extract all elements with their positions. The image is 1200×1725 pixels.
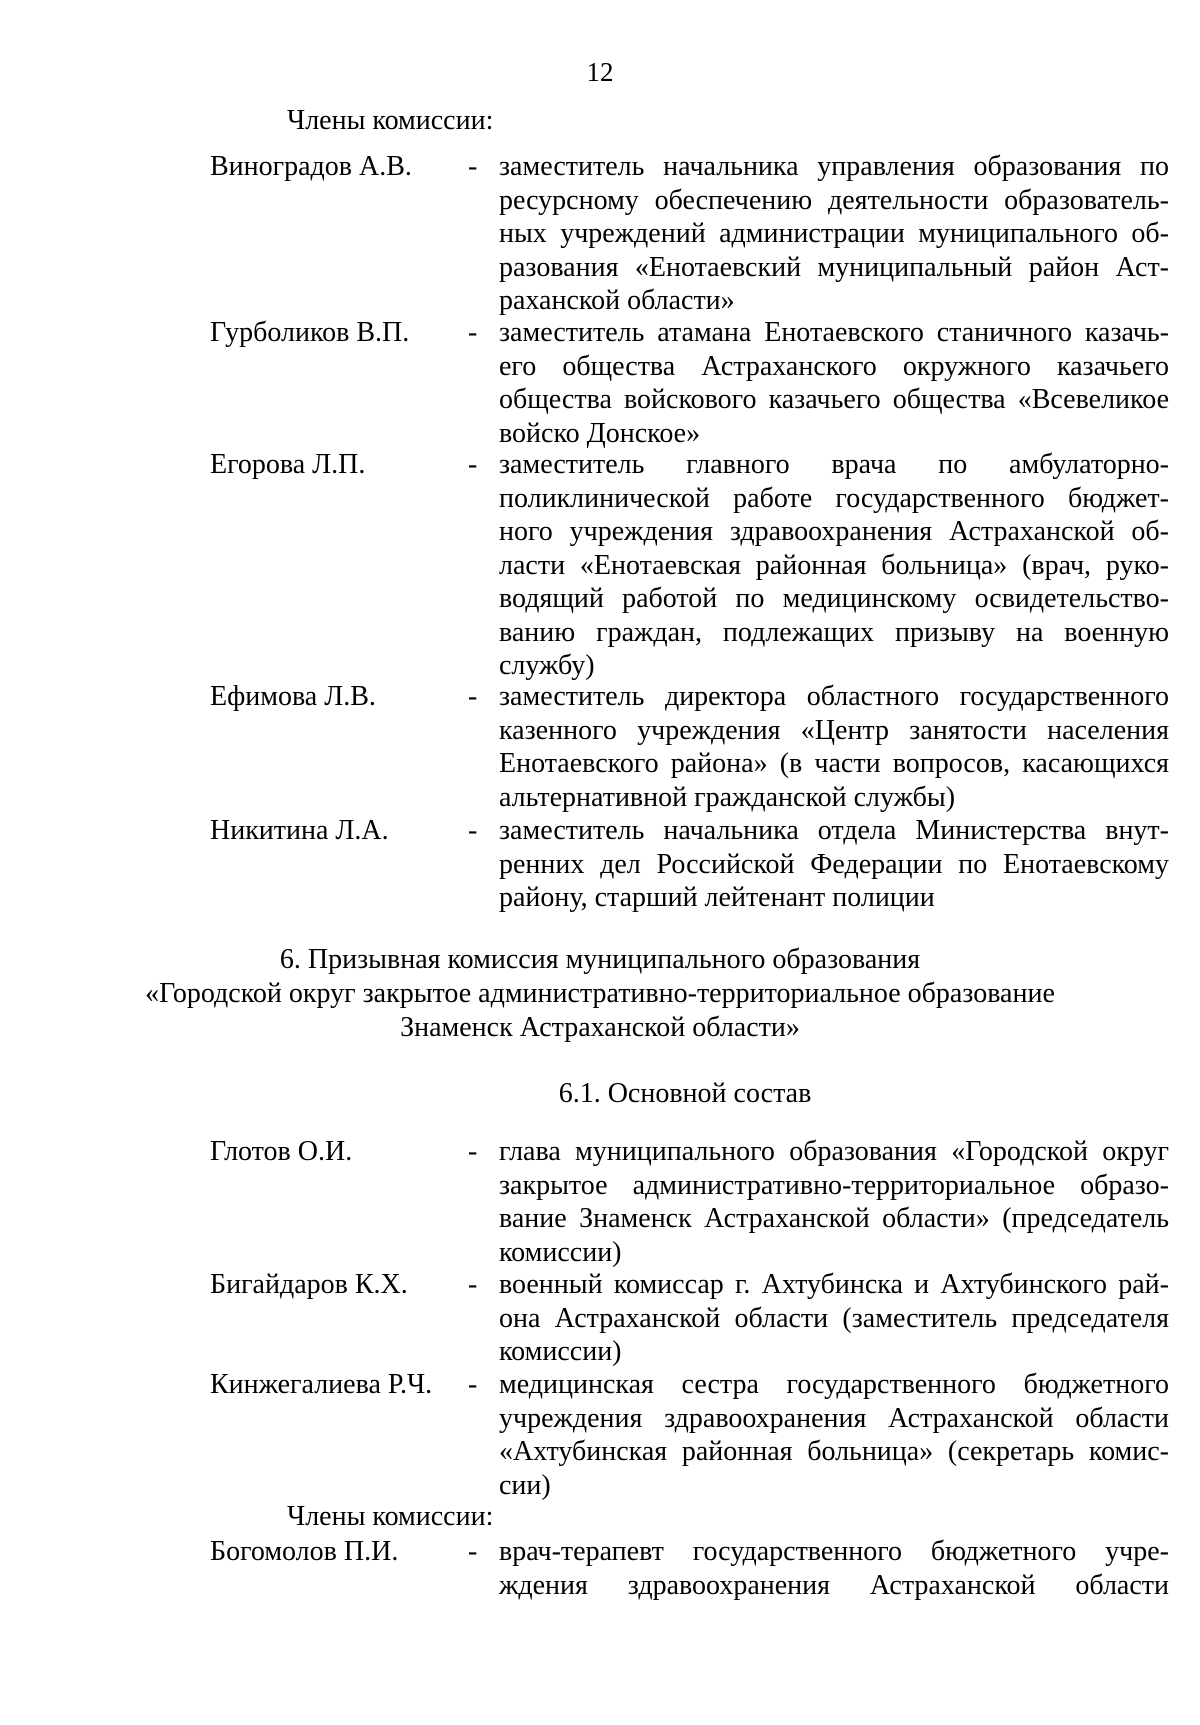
description-line: ренних дел Российской Федерации по Енотаевскому xyxy=(499,848,1169,880)
entry-dash: - xyxy=(468,815,478,846)
member-name: Кинжегалиева Р.Ч. xyxy=(210,1369,433,1400)
member-name: Богомолов П.И. xyxy=(210,1536,399,1567)
member-name: Гурболиков В.П. xyxy=(210,317,410,348)
description-line: общества войскового казачьего общества «Всевеликое xyxy=(499,384,1169,415)
section-title-line: Знаменск Астраханской области» xyxy=(400,1012,800,1043)
member-description xyxy=(499,680,1169,814)
description-line: ждения здравоохранения Астраханской области xyxy=(499,1569,1169,1601)
member-name: Егорова Л.П. xyxy=(210,449,366,480)
member-name: Никитина Л.А. xyxy=(210,815,389,846)
member-description xyxy=(499,448,1169,683)
description-line: заместитель директора областного государственного xyxy=(499,681,1169,712)
members-heading: Члены комиссии: xyxy=(287,105,494,136)
section-title-line: «Городской округ закрытое административно-территориальное образование xyxy=(145,978,1055,1009)
description-line: врач-терапевт государственного бюджетного учре- xyxy=(499,1536,1169,1567)
description-line: закрытое административно-территориальное образо- xyxy=(499,1169,1169,1201)
member-name: Глотов О.И. xyxy=(210,1136,353,1167)
description-line: глава муниципального образования «Городской округ xyxy=(499,1136,1169,1167)
description-line: военный комиссар г. Ахтубинска и Ахтубинского рай- xyxy=(499,1269,1169,1300)
entry-dash: - xyxy=(468,1269,478,1300)
member-description xyxy=(499,316,1169,450)
description-line: раханской области» xyxy=(499,285,735,316)
member-description xyxy=(499,1368,1169,1502)
description-line: поликлинической работе государственного бюджет- xyxy=(499,482,1169,514)
description-line: службу) xyxy=(499,650,595,681)
entry-dash: - xyxy=(468,317,478,348)
entry-dash: - xyxy=(468,1369,478,1400)
description-line: заместитель главного врача по амбулаторно- xyxy=(499,449,1169,480)
description-line: войско Донское» xyxy=(499,417,701,449)
description-line: вание Знаменск Астраханской области» (председатель xyxy=(499,1203,1169,1234)
description-line: комиссии) xyxy=(499,1336,622,1367)
description-line: ласти «Енотаевская районная больница» (врач, руко- xyxy=(499,549,1169,581)
subsection-title: 6.1. Основной состав xyxy=(558,1078,812,1109)
entry-dash: - xyxy=(468,151,478,182)
description-line: району, старший лейтенант полиции xyxy=(499,882,935,913)
section-title xyxy=(0,943,1200,1045)
description-line: сии) xyxy=(499,1469,551,1501)
member-name: Ефимова Л.В. xyxy=(210,681,376,712)
description-line: альтернативной гражданской службы) xyxy=(499,781,956,813)
section-title-line: 6. Призывная комиссия муниципального образования xyxy=(279,944,921,975)
description-line: Енотаевского района» (в части вопросов, касающихся xyxy=(499,748,1169,779)
entry-dash: - xyxy=(468,1136,478,1167)
description-line: водящий работой по медицинскому освидетельство- xyxy=(499,583,1169,614)
description-line: казенного учреждения «Центр занятости населения xyxy=(499,714,1169,746)
member-name: Виноградов А.В. xyxy=(210,151,412,182)
entry-dash: - xyxy=(468,449,478,480)
member-description xyxy=(499,1135,1169,1269)
member-description xyxy=(499,150,1169,318)
description-line: медицинская сестра государственного бюджетного xyxy=(499,1369,1169,1400)
member-description xyxy=(499,1268,1169,1369)
page-number: 12 xyxy=(586,57,614,87)
entry-dash: - xyxy=(468,681,478,712)
description-line: заместитель начальника управления образования по xyxy=(499,151,1169,182)
description-line: разования «Енотаевский муниципальный район Аст- xyxy=(499,251,1169,283)
description-line: заместитель начальника отдела Министерства внут- xyxy=(499,815,1169,846)
description-line: комиссии) xyxy=(499,1236,622,1268)
member-description xyxy=(499,814,1169,915)
member-name: Бигайдаров К.Х. xyxy=(210,1269,408,1300)
entry-dash: - xyxy=(468,1536,478,1567)
description-line: ного учреждения здравоохранения Астраханской об- xyxy=(499,516,1169,547)
member-description xyxy=(499,1535,1169,1602)
description-line: ванию граждан, подлежащих призыву на военную xyxy=(499,616,1169,648)
description-line: «Ахтубинская районная больница» (секретарь комис- xyxy=(499,1436,1169,1467)
members-heading: Члены комиссии: xyxy=(287,1501,494,1532)
description-line: ных учреждений администрации муниципального об- xyxy=(499,218,1169,249)
description-line: его общества Астраханского окружного казачьего xyxy=(499,350,1169,382)
description-line: ресурсному обеспечению деятельности образователь- xyxy=(499,184,1169,216)
description-line: учреждения здравоохранения Астраханской области xyxy=(499,1402,1169,1434)
description-line: заместитель атамана Енотаевского станичного казачь- xyxy=(499,317,1169,348)
description-line: она Астраханской области (заместитель председателя xyxy=(499,1302,1169,1334)
